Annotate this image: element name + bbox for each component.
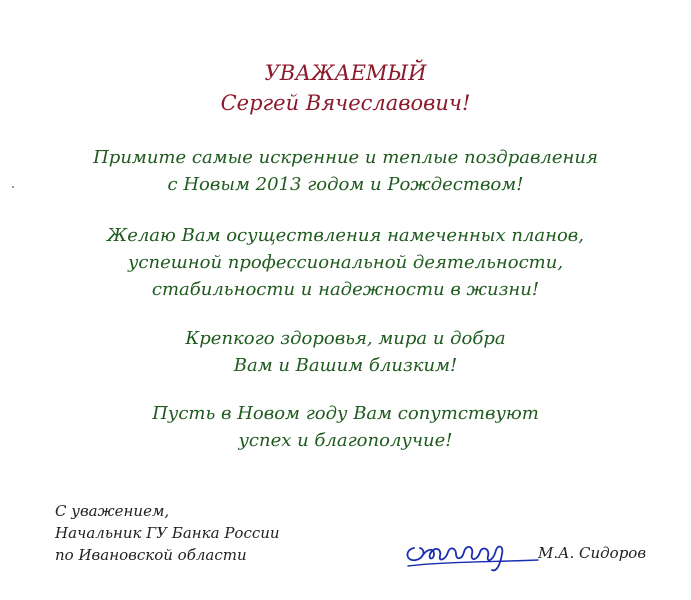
handwritten-signature bbox=[400, 526, 540, 574]
paragraph-health bbox=[0, 325, 691, 379]
scan-speck bbox=[12, 186, 14, 188]
paragraph-line: Вам и Вашим близким! bbox=[233, 355, 458, 376]
closing-line: по Ивановской области bbox=[55, 546, 247, 564]
closing-block bbox=[55, 500, 280, 566]
paragraph-new-year bbox=[0, 400, 691, 454]
paragraph-line: Примите самые искренние и теплые поздравления bbox=[93, 147, 598, 168]
signer-name: М.А. Сидоров bbox=[538, 544, 647, 562]
paragraph-line: Желаю Вам осуществления намеченных планов, bbox=[106, 225, 585, 246]
closing-line: Начальник ГУ Банка России bbox=[55, 524, 280, 542]
paragraph-line: успешной профессиональной деятельности, bbox=[127, 252, 564, 273]
paragraph-line: успех и благополучие! bbox=[238, 430, 453, 451]
paragraph-line: стабильности и надежности в жизни! bbox=[151, 279, 540, 300]
paragraph-line: Крепкого здоровья, мира и добра bbox=[185, 328, 506, 349]
paragraph-line: с Новым 2013 годом и Рождеством! bbox=[167, 174, 524, 195]
closing-line: С уважением, bbox=[55, 502, 170, 520]
salutation-title: УВАЖАЕМЫЙ bbox=[264, 61, 427, 85]
paragraph-line: Пусть в Новом году Вам сопутствуют bbox=[152, 403, 539, 424]
paragraph-wishes bbox=[0, 222, 691, 303]
paragraph-congratulations bbox=[0, 144, 691, 198]
salutation-name: Сергей Вячеславович! bbox=[220, 91, 471, 115]
